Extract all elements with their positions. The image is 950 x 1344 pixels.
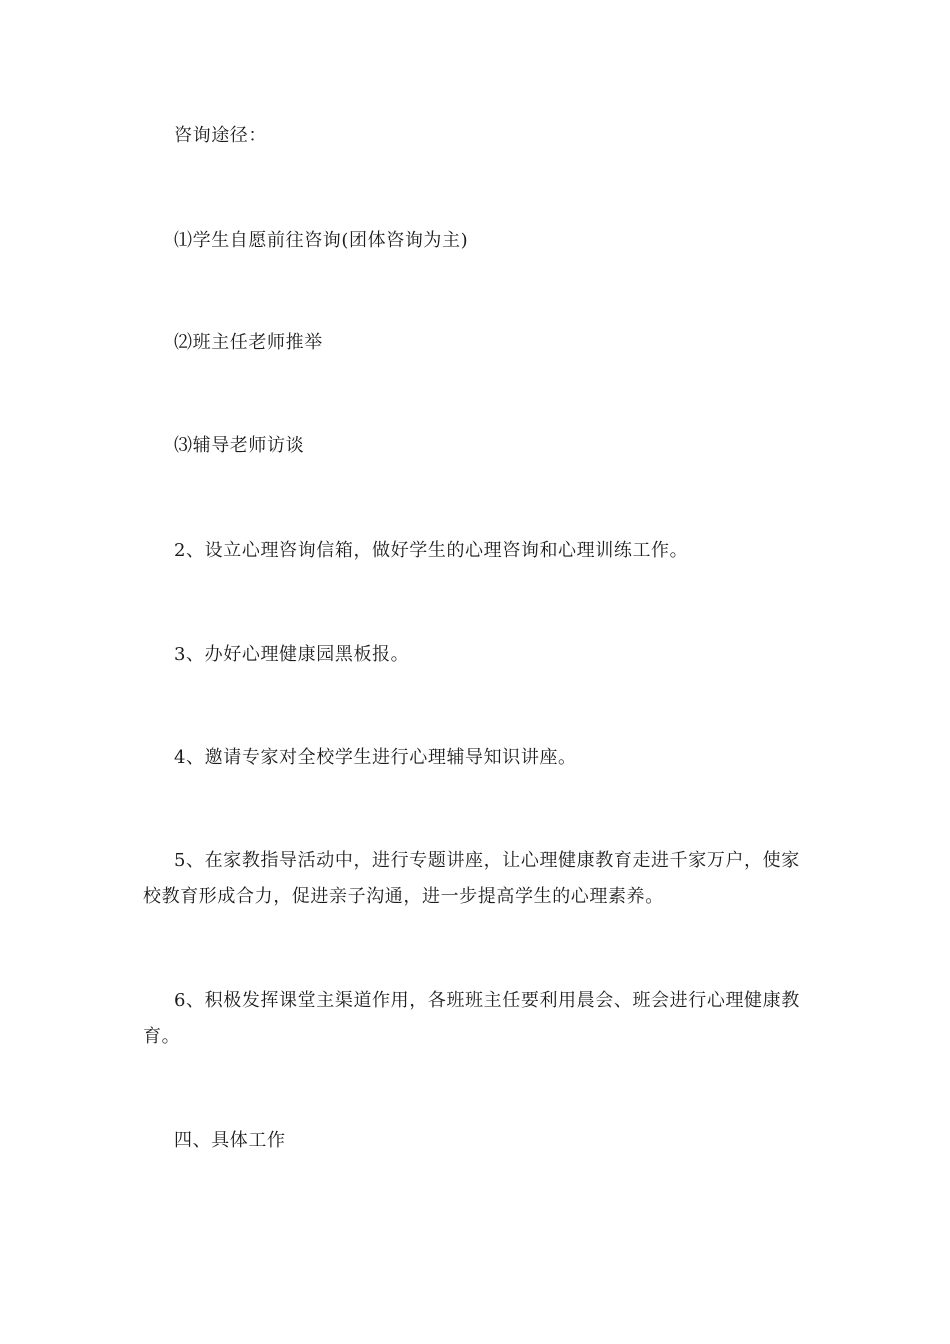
section-heading: 四、具体工作 (174, 1130, 286, 1151)
paragraph: 4、邀请专家对全校学生进行心理辅导知识讲座。 (174, 747, 577, 768)
paragraph: 2、设立心理咨询信箱，做好学生的心理咨询和心理训练工作。 (174, 540, 689, 561)
paragraph: 5、在家教指导活动中，进行专题讲座，让心理健康教育走进千家万户，使家校教育形成合力，促进亲子沟通，进一步提高学生的心理素养。 (143, 850, 800, 907)
list-item: ⑶辅导老师访谈 (174, 435, 305, 456)
paragraph: 6、积极发挥课堂主渠道作用，各班班主任要利用晨会、班会进行心理健康教育。 (143, 990, 800, 1047)
consult-channels-heading: 咨询途径： (174, 125, 267, 146)
list-item: ⑴学生自愿前往咨询(团体咨询为主) (174, 230, 469, 251)
paragraph: 3、办好心理健康园黑板报。 (174, 644, 410, 665)
list-item: ⑵班主任老师推举 (174, 332, 323, 353)
